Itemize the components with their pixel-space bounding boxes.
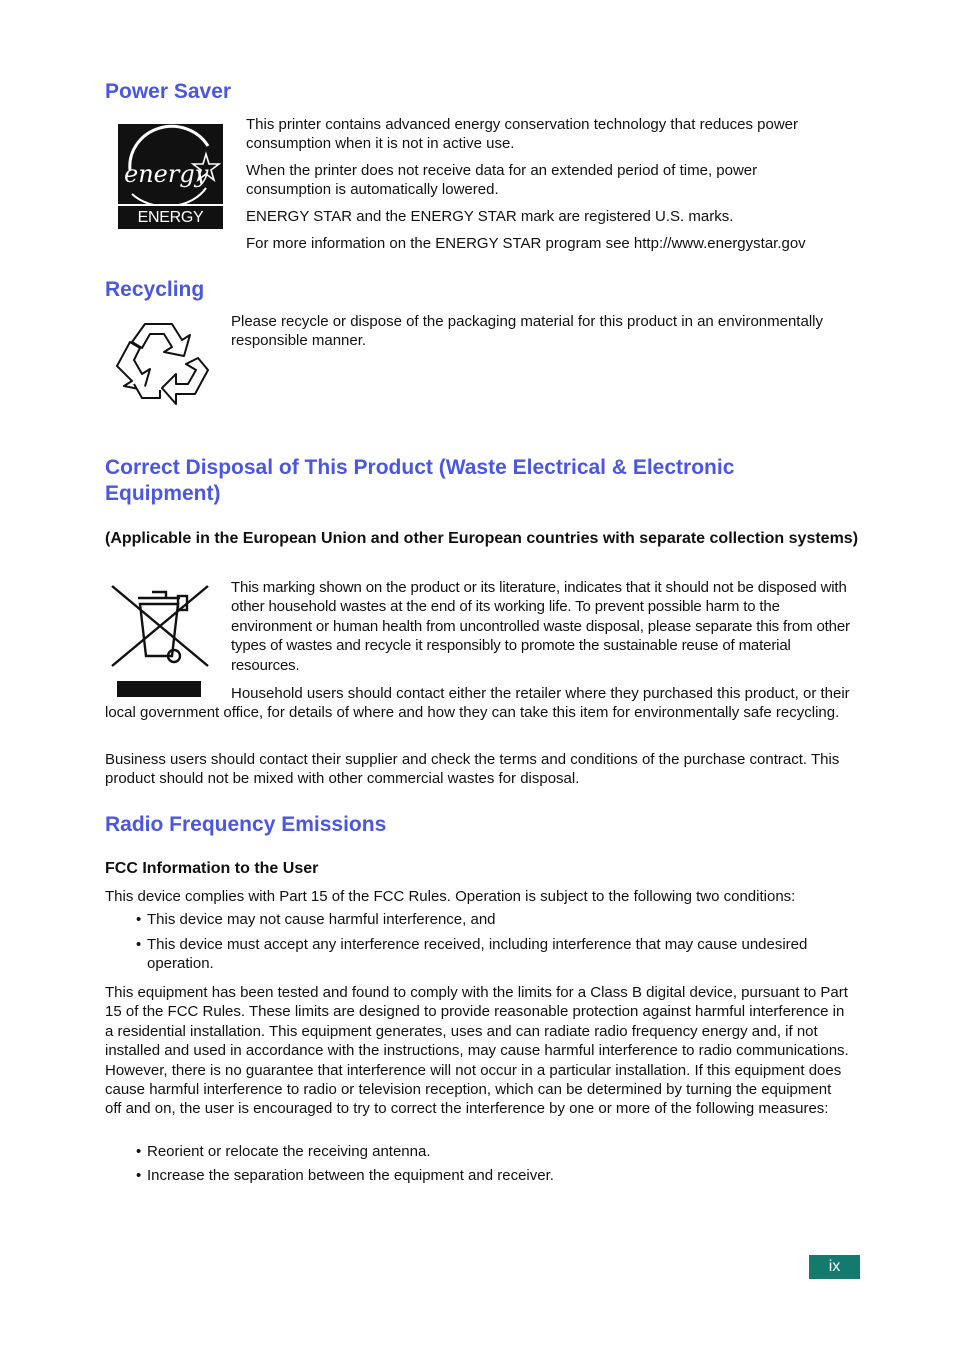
recycle-icon <box>112 318 214 418</box>
bullet-icon: • <box>136 1143 142 1160</box>
heading-radio-frequency: Radio Frequency Emissions <box>105 813 387 836</box>
disposal-paragraph-3: Business users should contact their supplier and check the terms and conditions of the purchase contract. This product should not be mixed with other commercial wastes for disposal. <box>105 751 840 788</box>
power-saver-paragraph-2: When the printer does not receive data for an extended period of time, power consumption is automatically lowered. <box>246 162 758 199</box>
bullet-icon: • <box>136 911 142 928</box>
list-item <box>136 1142 856 1161</box>
bullet-icon: • <box>136 1167 142 1184</box>
power-saver-paragraph-1: This printer contains advanced energy conservation technology that reduces power consumption when it is not in active use. <box>246 116 798 153</box>
power-saver-paragraph-3: ENERGY STAR and the ENERGY STAR mark are registered U.S. marks. <box>246 208 734 225</box>
fcc-body: This equipment has been tested and found to comply with the limits for a Class B digital device, pursuant to Part 15 of the FCC Rules. These limits are designed to provide reasonable protection against harmful interference in a residential installation. This equipment generates, uses and can radiate radio frequency energy and, if not installed and used in accordance with the instructions, may cause harmful interference to radio communications. However, there is no guarantee that interference will not occur in a particular installation. If this equipment does cause harmful interference to radio or television reception, which can be determined by turning the equipment off and on, the user is encouraged to try to correct the interference by one or more of the following measures: <box>105 984 849 1118</box>
list-item <box>136 935 856 974</box>
power-saver-paragraph-4: For more information on the ENERGY STAR program see http://www.energystar.gov <box>246 235 806 252</box>
disposal-paragraph-1: This marking shown on the product or its literature, indicates that it should not be disposed with other household wastes at the end of its working life. To prevent possible harm to the environment or human health from uncontrolled waste disposal, please separate this from other types of wastes and recycle it responsibly to promote the sustainable reuse of material resources. <box>231 579 850 674</box>
energy-star-label: ENERGY STAR <box>118 204 223 229</box>
list-item-text: This device must accept any interference received, including interference that may cause undesired operation. <box>147 936 808 973</box>
disposal-subheading: (Applicable in the European Union and other European countries with separate collection systems) <box>105 530 859 547</box>
list-item <box>136 1166 856 1185</box>
list-item-text: Reorient or relocate the receiving antenna. <box>147 1143 431 1160</box>
bullet-icon: • <box>136 936 142 953</box>
heading-correct-disposal: Correct Disposal of This Product (Waste Electrical & Electronic Equipment) <box>105 456 735 505</box>
disposal-paragraph-2: Household users should contact either the retailer where they purchased this product, or their local government office, for details of where and how they can take this item for environmentally safe recycling. <box>105 685 850 722</box>
energy-star-logo <box>118 124 223 249</box>
heading-recycling: Recycling <box>105 278 205 301</box>
list-item-text: Increase the separation between the equipment and receiver. <box>147 1167 554 1184</box>
energy-star-script: energy <box>124 160 209 188</box>
fcc-subheading: FCC Information to the User <box>105 860 319 877</box>
weee-bin-icon <box>110 584 210 699</box>
fcc-intro: This device complies with Part 15 of the FCC Rules. Operation is subject to the following two conditions: <box>105 888 796 905</box>
heading-power-saver: Power Saver <box>105 80 232 103</box>
list-item <box>136 910 856 929</box>
list-item-text: This device may not cause harmful interference, and <box>147 911 496 928</box>
recycling-paragraph: Please recycle or dispose of the packaging material for this product in an environmentally responsible manner. <box>231 313 823 350</box>
page-number-badge: ix <box>809 1255 860 1279</box>
